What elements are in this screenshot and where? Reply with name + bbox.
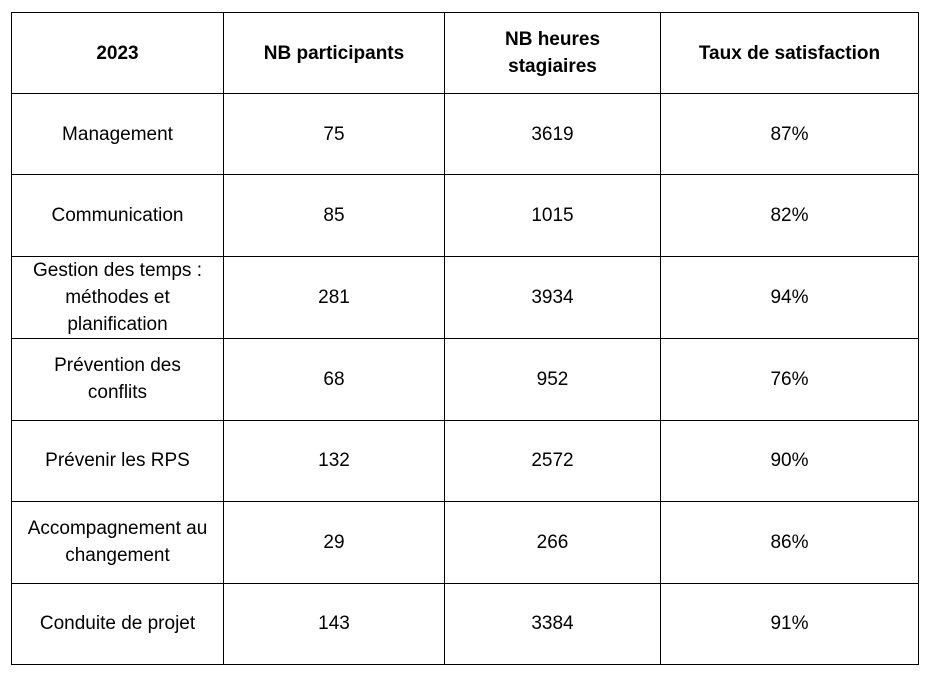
header-row [12,13,919,94]
table-row [12,420,919,501]
row-satisfaction: 91% [661,583,919,664]
row-label: Conduite de projet [12,583,224,664]
row-hours: 3934 [445,256,661,338]
row-label: Accompagnement au changement [12,502,224,583]
row-label: Prévention des conflits [12,339,224,420]
row-satisfaction: 94% [661,256,919,338]
row-hours: 3619 [445,94,661,175]
table-row [12,94,919,175]
header-participants: NB participants [224,13,445,94]
row-participants: 132 [224,420,445,501]
row-label: Gestion des temps : méthodes et planification [12,256,224,338]
row-participants: 68 [224,339,445,420]
row-satisfaction: 87% [661,94,919,175]
header-hours: NB heures stagiaires [445,13,661,94]
table-row [12,502,919,583]
row-participants: 75 [224,94,445,175]
header-year: 2023 [12,13,224,94]
row-hours: 952 [445,339,661,420]
training-stats-table [11,12,919,665]
table-row [12,175,919,256]
row-participants: 29 [224,502,445,583]
table-row [12,339,919,420]
row-satisfaction: 82% [661,175,919,256]
row-hours: 3384 [445,583,661,664]
row-participants: 143 [224,583,445,664]
row-label: Prévenir les RPS [12,420,224,501]
row-hours: 266 [445,502,661,583]
row-participants: 85 [224,175,445,256]
row-hours: 1015 [445,175,661,256]
row-participants: 281 [224,256,445,338]
table-row [12,256,919,338]
table-row [12,583,919,664]
row-satisfaction: 90% [661,420,919,501]
row-label: Management [12,94,224,175]
row-label: Communication [12,175,224,256]
row-satisfaction: 76% [661,339,919,420]
header-satisfaction: Taux de satisfaction [661,13,919,94]
row-satisfaction: 86% [661,502,919,583]
row-hours: 2572 [445,420,661,501]
